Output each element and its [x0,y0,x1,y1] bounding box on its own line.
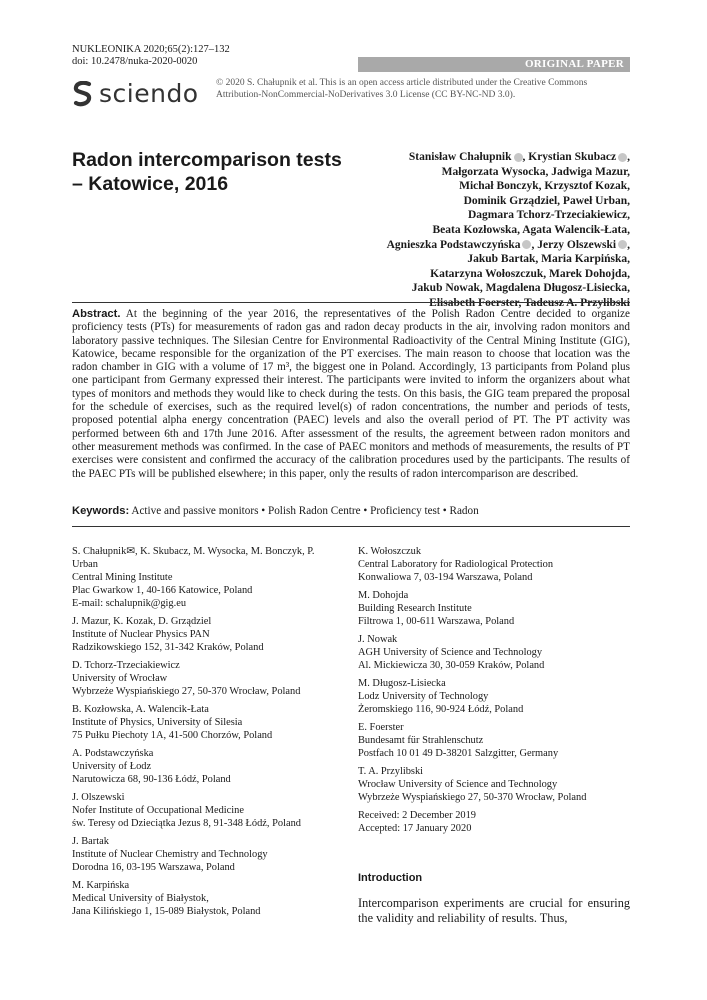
affiliation-block [72,615,342,654]
affiliation-line: Postfach 10 01 49 D-38201 Salzgitter, Germany [358,748,559,759]
affiliation-line: Institute of Physics, University of Silesia [72,717,243,728]
orcid-icon[interactable] [618,153,627,162]
article-title [72,148,342,196]
bottom-divider [72,526,630,527]
journal-line: NUKLEONIKA 2020;65(2):127–132 [72,44,230,55]
affiliation-block [358,677,630,716]
affiliation-block [358,809,630,835]
affiliation-block [72,879,342,918]
abstract [72,308,630,481]
abstract-text: At the beginning of the year 2016, the representatives of the Polish Radon Centre decided to organize proficiency tests (PTs) for measurements of radon gas and radon decay products in the air, involving radon monitors and laboratory passive techniques. The Silesian Centre for Environmental Radioactivity of the Central Mining Institute (GIG), Katowice, became responsible for the organization of the PT exercises. The main reason to choose that location was the radon chamber in GIG with a volume of 17 m³, the biggest one in Poland. Accordingly, 13 participants from Poland plus one participant from Germany expressed their interest. The participants were invited to inform the organizers about what types of monitors and methods they would like to check during the tests. On this basis, the GIG team prepared the proposal for the schedule of exercises, such as the required level(s) of radon concentrations, the number and periods of tests, proposed potential alpha energy concentration (PAEC) levels and also the overall period of PT. The PT activity was performed between 6th and 17th June 2016. After assessment of the results, the agreement between radon monitors and other measurement methods was confirmed. In the case of PAEC monitors and methods of measurements, the results of PT exercises were consistent and confirmed the accuracy of the calibration procedures used by the participants. The results of the PAEC PTs will be published elsewhere; in this paper, only the results of radon intercomparison are described. [72,308,630,480]
affiliation-line: Wrocław University of Science and Technology [358,779,558,790]
affiliation-block [358,633,630,672]
paper-type-banner: ORIGINAL PAPER [358,57,630,72]
affiliation-line: Nofer Institute of Occupational Medicine [72,805,244,816]
affiliation-block [72,659,342,698]
author-line: Katarzyna Wołoszczuk, Marek Dohojda, [430,267,630,280]
affiliations-right-column [358,545,630,840]
affiliation-line: M. Karpińska [72,880,130,891]
affiliation-line: J. Nowak [358,634,398,645]
affiliation-line: University of Wrocław [72,673,168,684]
affiliation-line: Radzikowskiego 152, 31-342 Kraków, Poland [72,642,264,653]
affiliation-line: Central Laboratory for Radiological Protection [358,559,554,570]
keywords-text: Active and passive monitors • Polish Radon Centre • Proficiency test • Radon [131,505,479,517]
affiliation-line: Filtrowa 1, 00-611 Warszawa, Poland [358,616,515,627]
affiliation-line: Bundesamt für Strahlenschutz [358,735,484,746]
sciendo-logo-icon [72,81,94,107]
affiliation-line: E-mail: schalupnik@gig.eu [72,598,187,609]
introduction-heading: Introduction [358,872,423,884]
affiliation-line: K. Wołoszczuk [358,546,422,557]
affiliation-line: AGH University of Science and Technology [358,647,543,658]
affiliation-line: J. Bartak [72,836,109,847]
affiliation-line: Lodz University of Technology [358,691,489,702]
affiliation-block [72,545,342,610]
affiliation-block [72,791,342,830]
affiliation-line: Konwaliowa 7, 03-194 Warszawa, Poland [358,572,533,583]
author-line: Jakub Nowak, Magdalena Długosz-Lisiecka, [411,282,630,295]
affiliation-block [72,703,342,742]
publisher-name: sciendo [99,79,199,108]
affiliation-block [358,721,630,760]
introduction-text: Intercomparison experiments are crucial for ensuring the validity and reliability of results. Thus, [358,896,630,925]
affiliation-line: 75 Pułku Piechoty 1A, 41-500 Chorzów, Poland [72,730,273,741]
title-line: Radon intercomparison tests [72,149,342,171]
affiliation-block [358,545,630,584]
affiliation-line: T. A. Przylibski [358,766,424,777]
publisher-logo [72,80,199,108]
affiliation-line: Central Mining Institute [72,572,173,583]
keywords [72,505,630,518]
author-list [350,150,630,311]
orcid-icon[interactable] [618,240,627,249]
title-line: – Katowice, 2016 [72,173,229,195]
affiliation-line: św. Teresy od Dzieciątka Jezus 8, 91-348 Łódź, Poland [72,818,301,829]
author-line: Dominik Grządziel, Paweł Urban, [463,194,630,207]
author-line: Elisabeth Foerster, Tadeusz A. Przylibski [429,296,630,309]
author-line: Dagmara Tchorz-Trzeciakiewicz, [467,209,630,222]
affiliation-line: University of Łodz [72,761,152,772]
affiliation-line: J. Olszewski [72,792,125,803]
affiliation-block [72,747,342,786]
affiliation-line: Jana Kilińskiego 1, 15-089 Białystok, Poland [72,906,261,917]
affiliation-line: J. Mazur, K. Kozak, D. Grządziel [72,616,212,627]
affiliations-left-column [72,545,342,923]
author-line: Beata Kozłowska, Agata Walencik-Łata, [432,223,630,236]
journal-citation [72,44,230,68]
affiliation-line: A. Podstawczyńska [72,748,154,759]
affiliation-line: Dorodna 16, 03-195 Warszawa, Poland [72,862,235,873]
author-line: Michał Bonczyk, Krzysztof Kozak, [459,180,630,193]
author-line: Agnieszka Podstawczyńska , Jerzy Olszewski , [386,238,630,251]
affiliation-line: B. Kozłowska, A. Walencik-Łata [72,704,209,715]
affiliation-line: Institute of Nuclear Chemistry and Technology [72,849,268,860]
author-line: Małgorzata Wysocka, Jadwiga Mazur, [441,165,630,178]
affiliation-line: Narutowicza 68, 90-136 Łódź, Poland [72,774,231,785]
affiliation-line: S. Chałupnik✉, K. Skubacz, M. Wysocka, M. Bonczyk, P. Urban [72,546,315,570]
top-divider [72,302,630,303]
doi-line: doi: 10.2478/nuka-2020-0020 [72,56,198,67]
affiliation-line: Wybrzeże Wyspiańskiego 27, 50-370 Wrocław, Poland [358,792,587,803]
orcid-icon[interactable] [514,153,523,162]
affiliation-line: Al. Mickiewicza 30, 30-059 Kraków, Poland [358,660,545,671]
affiliation-line: Institute of Nuclear Physics PAN [72,629,210,640]
affiliation-line: Building Research Institute [358,603,472,614]
keywords-label: Keywords: [72,505,130,517]
affiliation-block [358,589,630,628]
affiliation-line: Wybrzeże Wyspiańskiego 27, 50-370 Wrocław, Poland [72,686,301,697]
affiliation-line: Received: 2 December 2019 [358,810,477,821]
affiliation-line: M. Dohojda [358,590,409,601]
author-line: Jakub Bartak, Maria Karpińska, [467,253,630,266]
affiliation-line: Medical University of Białystok, [72,893,209,904]
affiliation-line: M. Długosz-Lisiecka [358,678,446,689]
affiliation-block [72,835,342,874]
affiliation-line: Accepted: 17 January 2020 [358,823,472,834]
affiliation-line: Żeromskiego 116, 90-924 Łódź, Poland [358,704,524,715]
affiliation-line: D. Tchorz-Trzeciakiewicz [72,660,180,671]
affiliation-line: E. Foerster [358,722,404,733]
affiliation-line: Plac Gwarkow 1, 40-166 Katowice, Poland [72,585,253,596]
abstract-label: Abstract. [72,308,121,320]
license-notice: © 2020 S. Chałupnik et al. This is an open access article distributed under the Creative Commons Attribution-NonCommercial-NoDerivatives 3.0 License (CC BY-NC-ND 3.0). [216,78,588,100]
affiliation-block [358,765,630,804]
author-line: Stanisław Chałupnik , Krystian Skubacz , [408,151,630,163]
